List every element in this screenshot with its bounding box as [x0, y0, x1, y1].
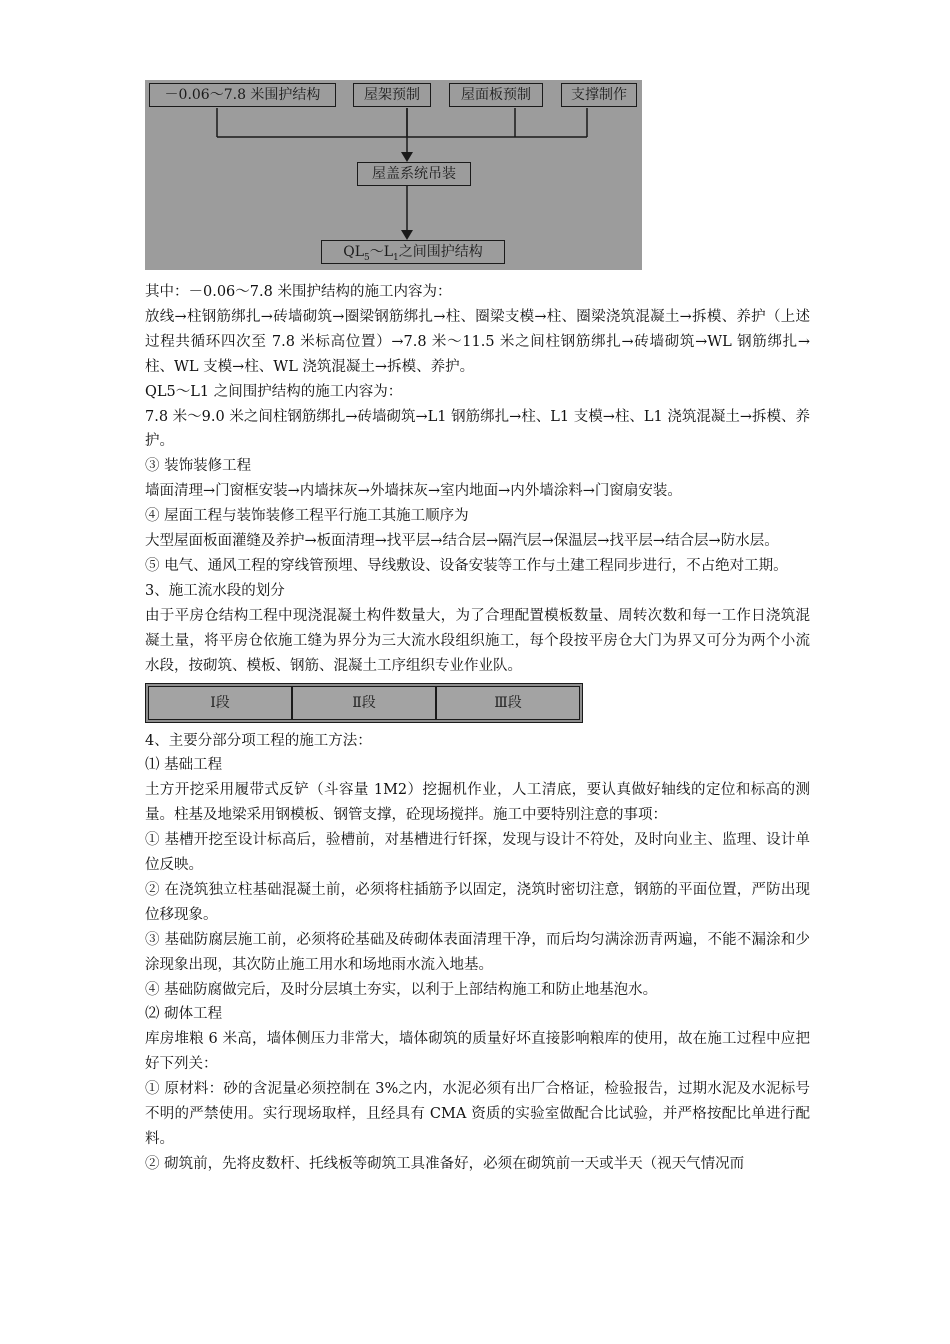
segment-3: Ⅲ段 [436, 686, 580, 720]
paragraph: QL5～L1 之间围护结构的施工内容为： [145, 383, 403, 400]
flow-box-roof-hoisting: 屋盖系统吊装 [357, 162, 471, 186]
section-heading: 3、施工流水段的划分 [145, 582, 285, 599]
paragraph: 土方开挖采用履带式反铲（斗容量 1M2）挖掘机作业，人工清底，要认真做好轴线的定位和标高的测量。柱基及地梁采用钢模板、钢管支撑，砼现场搅拌。施工中要特别注意的事项： [145, 782, 810, 824]
flow-box-enclosure: －0.06～7.8 米围护结构 [149, 83, 336, 107]
flow-box-truss-prefab: 屋架预制 [353, 83, 431, 107]
paragraph: ① 基槽开挖至设计标高后，验槽前，对基槽进行钎探，发现与设计不符处，及时向业主、监理、设计单位反映。 [145, 832, 810, 874]
subsection-heading: ⑵ 砌体工程 [145, 1006, 223, 1023]
paragraph: 墙面清理→门窗框安装→内墙抹灰→外墙抹灰→室内地面→内外墙涂料→门窗扇安装。 [145, 483, 682, 500]
paragraph: ⑤ 电气、通风工程的穿线管预埋、导线敷设、设备安装等工作与土建工程同步进行，不占绝对工期。 [145, 557, 788, 574]
subsection-heading: ⑴ 基础工程 [145, 757, 223, 774]
flow-box-roof-panel-prefab: 屋面板预制 [449, 83, 543, 107]
paragraph: ① 原材料：砂的含泥量必须控制在 3%之内，水泥必须有出厂合格证，检验报告，过期水泥及水泥标号不明的严禁使用。实行现场取样，且经具有 CMA 资质的实验室做配合比试验，并严格按配比单进行配料。 [145, 1081, 810, 1147]
paragraph: ④ 基础防腐做完后，及时分层填土夯实，以利于上部结构施工和防止地基泡水。 [145, 981, 658, 998]
paragraph: ③ 装饰装修工程 [145, 458, 252, 475]
flow-segment-table [145, 683, 583, 723]
box6-sub1: 5 [364, 252, 370, 263]
paragraph: 7.8 米～9.0 米之间柱钢筋绑扎→砖墙砌筑→L1 钢筋绑扎→柱、L1 支模→柱、L1 浇筑混凝土→拆模、养护。 [145, 408, 810, 450]
paragraph: ③ 基础防腐层施工前，必须将砼基础及砖砌体表面清理干净，而后均匀满涂沥青两遍，不能不漏涂和少涂现象出现，其次防止施工用水和场地雨水流入地基。 [145, 931, 810, 973]
paragraph: 大型屋面板面灌缝及养护→板面清理→找平层→结合层→隔汽层→保温层→找平层→结合层→防水层。 [145, 533, 779, 550]
paragraph: 由于平房仓结构工程中现浇混凝土构件数量大，为了合理配置模板数量、周转次数和每一工作日浇筑混凝土量，将平房仓依施工缝为界分为三大流水段组织施工，每个段按平房仓大门为界又可分为两个小流水段，按砌筑、模板、钢筋、混凝土工序组织专业作业队。 [145, 607, 810, 674]
paragraph: ② 在浇筑独立柱基础混凝土前，必须将柱插筋予以固定，浇筑时密切注意，钢筋的平面位置，严防出现位移现象。 [145, 881, 810, 923]
box6-prefix: QL [343, 244, 364, 260]
flow-box-ql5-l1-enclosure [321, 240, 505, 264]
document-page [145, 80, 810, 1177]
paragraph: 其中：－0.06～7.8 米围护结构的施工内容为： [145, 284, 452, 300]
paragraph: 库房堆粮 6 米高，墙体侧压力非常大，墙体砌筑的质量好坏直接影响粮库的使用，故在施工过程中应把好下列关： [145, 1031, 810, 1073]
segment-2: Ⅱ段 [292, 686, 436, 720]
flow-box-support-fabrication: 支撑制作 [561, 83, 637, 107]
paragraph: ④ 屋面工程与装饰装修工程平行施工其施工顺序为 [145, 508, 469, 525]
body-text [145, 280, 810, 1177]
paragraph: 放线→柱钢筋绑扎→砖墙砌筑→圈梁钢筋绑扎→柱、圈梁支模→柱、圈梁浇筑混凝土→拆模、养护（上述过程共循环四次至 7.8 米标高位置）→7.8 米～11.5 米之间柱钢筋绑扎→砖墙砌筑→WL 钢筋绑扎→柱、WL 支模→柱、WL 浇筑混凝土→拆模、养护。 [145, 308, 810, 375]
segment-1: Ⅰ段 [148, 686, 292, 720]
section-heading: 4、主要分部分项工程的施工方法： [145, 732, 372, 749]
arrow-head [401, 152, 413, 162]
arrow-head [401, 230, 413, 240]
paragraph: ② 砌筑前，先将皮数杆、托线板等砌筑工具准备好，必须在砌筑前一天或半天（视天气情况而 [145, 1155, 745, 1172]
box6-suffix: 之间围护结构 [398, 244, 483, 260]
construction-flowchart [145, 80, 642, 270]
box6-mid: ～L [369, 244, 394, 260]
box6-sub2: 1 [393, 252, 399, 263]
